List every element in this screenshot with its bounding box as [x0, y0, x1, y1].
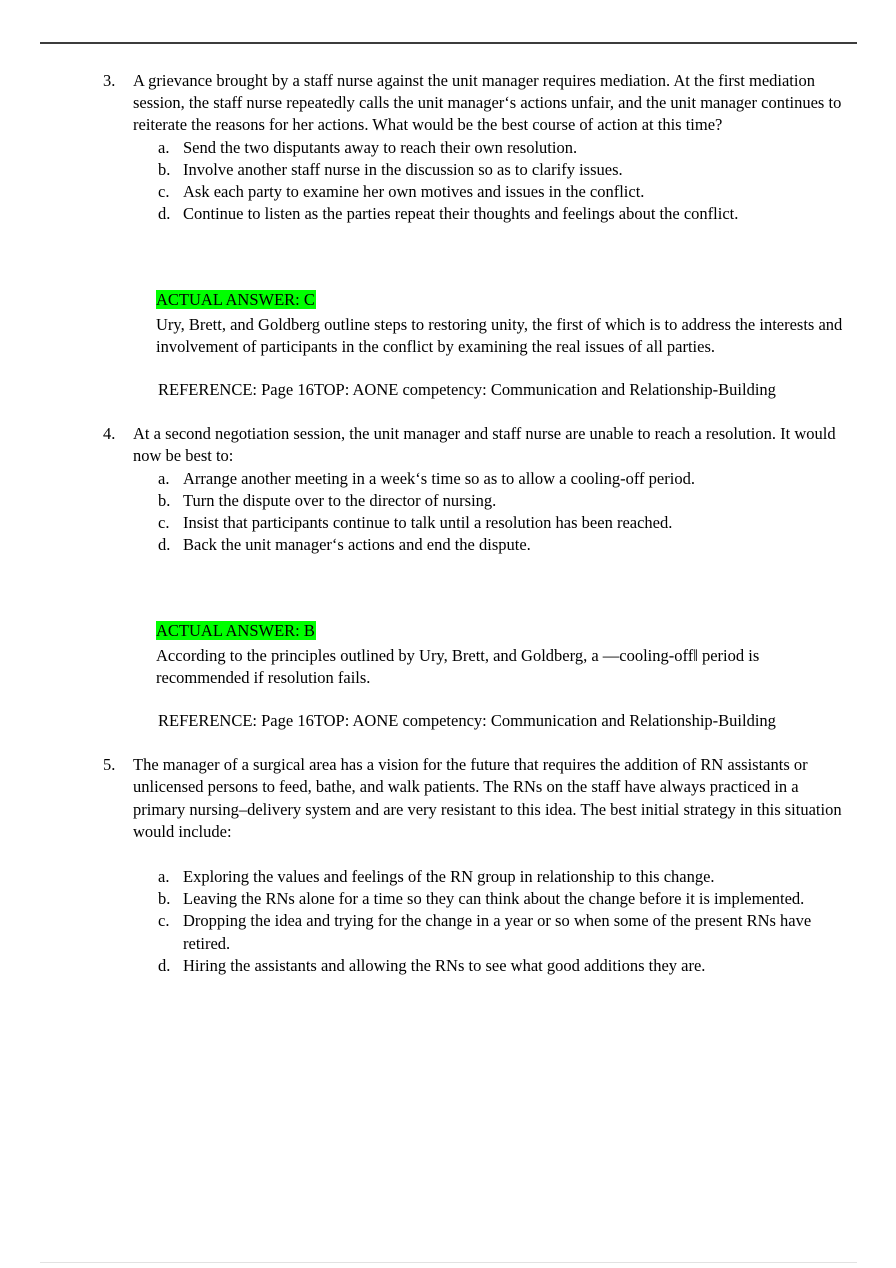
option-letter: c. — [158, 513, 170, 533]
option-item[interactable] — [0, 512, 896, 534]
option-text: Back the unit manager‘s actions and end the dispute. — [183, 535, 531, 555]
option-letter: d. — [158, 535, 171, 555]
header-rule — [40, 42, 857, 44]
option-letter: b. — [158, 889, 171, 909]
option-letter: b. — [158, 490, 171, 510]
option-text: Insist that participants continue to talk until a resolution has been reached. — [183, 513, 673, 533]
question-block — [0, 754, 896, 977]
option-letter: a. — [158, 137, 170, 157]
answer-block — [0, 289, 896, 358]
option-letter: a. — [158, 867, 170, 887]
option-item[interactable] — [0, 910, 896, 954]
option-text: Turn the dispute over to the director of nursing. — [183, 490, 497, 510]
question-stem: A grievance brought by a staff nurse against the unit manager requires mediation. At the first mediation session, the staff nurse repeatedly calls the unit manager‘s actions unfair, and the unit manager continues to reiterate the reasons for her actions. What would be the best course of action at this time? — [133, 71, 842, 135]
option-item[interactable] — [0, 888, 896, 910]
options-list — [0, 137, 896, 226]
option-text: Continue to listen as the parties repeat their thoughts and feelings about the conflict. — [183, 204, 739, 224]
option-text: Hiring the assistants and allowing the RNs to see what good additions they are. — [183, 955, 706, 975]
option-item[interactable] — [0, 203, 896, 225]
answer-label-line — [156, 289, 845, 312]
spacer — [0, 556, 896, 620]
option-text: Ask each party to examine her own motives and issues in the conflict. — [183, 182, 645, 202]
spacer — [0, 401, 896, 423]
answer-rationale: Ury, Brett, and Goldberg outline steps to restoring unity, the first of which is to address the interests and involvement of participants in the conflict by examining the real issues of all parties. — [156, 314, 843, 356]
question-heading — [0, 423, 896, 467]
options-list — [0, 866, 896, 977]
option-letter: c. — [158, 911, 170, 931]
reference-line: REFERENCE: Page 16TOP: AONE competency: Communication and Relationship-Building — [158, 711, 776, 731]
actual-answer-highlight: ACTUAL ANSWER: C — [156, 290, 315, 310]
option-text: Send the two disputants away to reach their own resolution. — [183, 137, 578, 157]
option-text: Arrange another meeting in a week‘s time so as to allow a cooling-off period. — [183, 468, 695, 488]
question-number: 5. — [103, 755, 116, 775]
question-heading — [0, 754, 896, 843]
options-list — [0, 468, 896, 557]
answer-rationale: According to the principles outlined by Ury, Brett, and Goldberg, a —cooling-off‖ period is recommended if resolution fails. — [156, 645, 760, 687]
option-letter: d. — [158, 955, 171, 975]
reference-line: REFERENCE: Page 16TOP: AONE competency: Communication and Relationship-Building — [158, 380, 776, 400]
question-block — [0, 423, 896, 732]
option-text: Leaving the RNs alone for a time so they can think about the change before it is implemented. — [183, 889, 805, 909]
actual-answer-highlight: ACTUAL ANSWER: B — [156, 621, 315, 641]
option-item[interactable] — [0, 955, 896, 977]
question-number: 4. — [103, 424, 116, 444]
spacer — [0, 689, 896, 710]
option-item[interactable] — [0, 181, 896, 203]
option-letter: c. — [158, 182, 170, 202]
question-block — [0, 70, 896, 401]
question-heading — [0, 70, 896, 137]
spacer — [0, 225, 896, 289]
option-text: Exploring the values and feelings of the RN group in relationship to this change. — [183, 867, 715, 887]
spacer — [0, 732, 896, 754]
option-item[interactable] — [0, 490, 896, 512]
spacer — [0, 358, 896, 379]
option-text: Involve another staff nurse in the discussion so as to clarify issues. — [183, 159, 623, 179]
option-text: Dropping the idea and trying for the change in a year or so when some of the present RNs have retired. — [183, 911, 812, 953]
option-item[interactable] — [0, 866, 896, 888]
spacer — [0, 843, 896, 866]
question-number: 3. — [103, 71, 116, 90]
option-letter: d. — [158, 204, 171, 224]
question-stem: At a second negotiation session, the unit manager and staff nurse are unable to reach a resolution. It would now be best to: — [133, 424, 836, 466]
option-item[interactable] — [0, 137, 896, 159]
footer-rule — [40, 1262, 857, 1263]
option-letter: b. — [158, 159, 171, 179]
option-item[interactable] — [0, 534, 896, 556]
page-content — [0, 70, 896, 977]
answer-block — [0, 620, 896, 689]
question-stem: The manager of a surgical area has a vision for the future that requires the addition of RN assistants or unlicensed persons to feed, bathe, and walk patients. The RNs on the staff have always practiced in a primary nursing–delivery system and are very resistant to this idea. The best initial strategy in this situation would include: — [133, 755, 842, 841]
answer-label-line — [156, 620, 845, 643]
option-item[interactable] — [0, 159, 896, 181]
option-item[interactable] — [0, 468, 896, 490]
option-letter: a. — [158, 468, 170, 488]
